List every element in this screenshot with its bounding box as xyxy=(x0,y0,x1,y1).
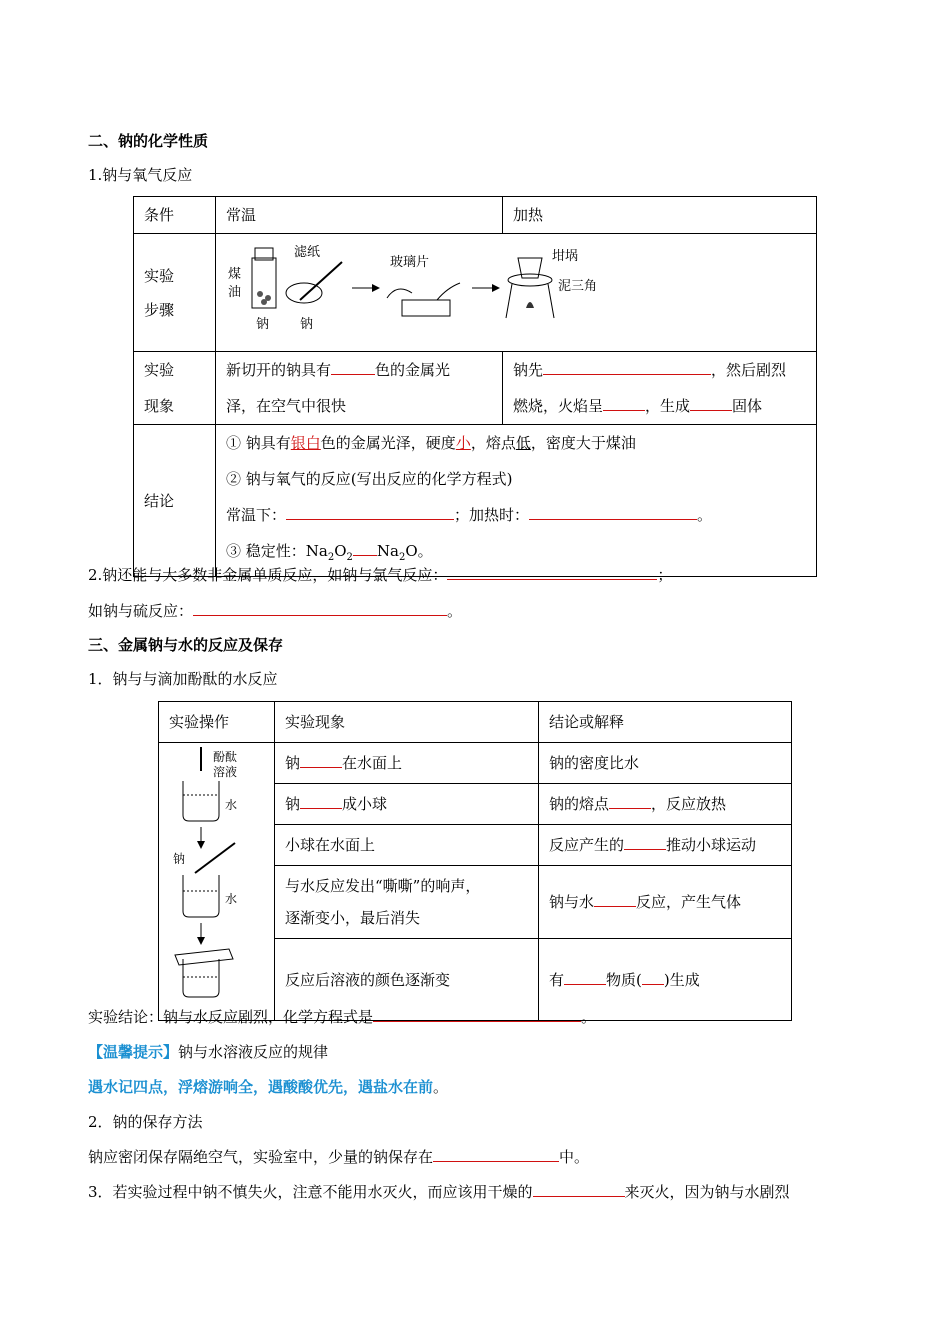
r5-text-b: 有 xyxy=(549,970,565,989)
header-condition: 条件 xyxy=(134,197,216,234)
fig-label-water-1: 水 xyxy=(225,798,238,812)
fig-label-glass: 玻璃片 xyxy=(390,255,430,270)
fig-label-triangle: 泥三角 xyxy=(558,279,598,294)
beaker-icon-1 xyxy=(183,781,219,821)
knife-icon xyxy=(300,262,342,300)
fig-label-phenol-2: 溶液 xyxy=(213,765,238,779)
row3-concl xyxy=(539,825,792,866)
arrow-icon xyxy=(372,284,380,292)
sodium-oxygen-table xyxy=(133,196,817,577)
steps-label-1: 实验 xyxy=(144,266,175,285)
phen-heat-text-5: 固体 xyxy=(732,397,763,415)
r4-text-b: 逐渐变小，最后消失 xyxy=(285,909,421,927)
storage-line xyxy=(88,1146,589,1168)
phen-room-cell xyxy=(216,352,503,425)
row4-concl xyxy=(539,866,792,939)
row4-phen xyxy=(275,866,539,939)
blank-melt[interactable] xyxy=(543,359,711,375)
r5-text-d: )生成 xyxy=(663,970,700,989)
blank-storage[interactable] xyxy=(433,1146,559,1162)
steps-figure-cell xyxy=(216,234,817,352)
concl-4-sub3: 2 xyxy=(398,552,406,563)
phen-room-text-2: 色的金属光 xyxy=(375,361,451,379)
phen-heat-text-3: 燃烧，火焰呈 xyxy=(513,397,604,415)
header-conclusion: 结论或解释 xyxy=(539,702,792,743)
phen-heat-text-4: ，生成 xyxy=(645,397,691,415)
blank-melting-point[interactable] xyxy=(609,793,651,809)
row-phen-label xyxy=(134,352,216,425)
item3-text: 如钠与硫反应： xyxy=(88,602,194,620)
concl-small: 小 xyxy=(455,434,471,452)
row2-phen xyxy=(275,784,539,825)
section2-item1: 1.钠与氧气反应 xyxy=(88,166,193,184)
blank-water-eq[interactable] xyxy=(373,1006,581,1022)
hint-body: 遇水记四点，浮熔游响全，遇酸酸优先，遇盐水在前 xyxy=(88,1078,434,1096)
beaker-icon-3 xyxy=(183,959,219,997)
row2-concl xyxy=(539,784,792,825)
r3-text-c: 推动小球运动 xyxy=(666,836,757,854)
arrow-icon-2 xyxy=(492,284,500,292)
hint-body-line xyxy=(88,1076,448,1098)
hint-end: 。 xyxy=(433,1078,449,1096)
concl-3a: 常温下： xyxy=(226,506,287,524)
tripod-icon xyxy=(506,284,512,318)
phen-label-1: 实验 xyxy=(144,361,175,379)
down-arrow-icon-2 xyxy=(197,937,205,945)
concl-2: ② 钠与氧气的反应(写出反应的化学方程式) xyxy=(226,470,513,488)
storage-text: 钠应密闭保存隔绝空气，实验室中，少量的钠保存在 xyxy=(88,1148,434,1166)
section3-conclusion xyxy=(88,1006,596,1028)
item3-end: 。 xyxy=(447,602,463,620)
phen-heat-cell xyxy=(503,352,817,425)
fig-label-kerosene-2: 油 xyxy=(228,285,242,300)
sodium-oxygen-figure xyxy=(222,238,602,334)
header-operation: 实验操作 xyxy=(159,702,275,743)
concl-1c: ，熔点 xyxy=(470,434,516,452)
crucible-icon xyxy=(518,258,542,278)
concl-silver: 银白 xyxy=(290,434,321,452)
fig-label-na-2: 钠 xyxy=(300,317,314,332)
section2-item2 xyxy=(88,564,672,586)
section2-item3 xyxy=(88,600,462,622)
section3-item3 xyxy=(88,1181,790,1203)
glass-plate-icon xyxy=(402,300,450,316)
header-phenomenon: 实验现象 xyxy=(275,702,539,743)
sodium-water-figure xyxy=(163,745,269,1003)
r4-text-a: 与水反应发出“嘶嘶”的响声， xyxy=(285,877,481,895)
r4-text-d: 反应，产生气体 xyxy=(636,893,742,911)
section3-item2: 2．钠的保存方法 xyxy=(88,1113,203,1131)
fig-label-na: 钠 xyxy=(173,852,186,866)
concl-low: 低 xyxy=(515,434,531,452)
concl-end: 。 xyxy=(581,1008,597,1026)
concl-4d: O。 xyxy=(405,542,433,560)
fig-label-phenol-1: 酚酞 xyxy=(213,750,238,764)
concl-1b: 色的金属光泽，硬度 xyxy=(320,434,456,452)
sodium-water-table xyxy=(158,701,792,1021)
blank-formula[interactable] xyxy=(642,969,664,985)
r2-text-b: 成小球 xyxy=(342,795,388,813)
r2-text-c: 钠的熔点 xyxy=(549,795,610,813)
blank-extinguish[interactable] xyxy=(533,1181,625,1197)
blank-compare[interactable] xyxy=(353,540,377,556)
blank-eq-heat[interactable] xyxy=(529,504,697,520)
blank-eq-room[interactable] xyxy=(286,504,454,520)
operation-figure-cell xyxy=(159,743,275,1021)
r1-text-b: 在水面上 xyxy=(342,754,403,772)
blank-react[interactable] xyxy=(594,891,636,907)
fire-text-end: 来灭火，因为钠与水剧烈 xyxy=(624,1183,790,1201)
fig-label-filter: 滤纸 xyxy=(294,245,321,260)
blank-sulfur[interactable] xyxy=(193,600,447,616)
section2-heading: 二、钠的化学性质 xyxy=(88,132,209,150)
item2-text: 2.钠还能与大多数非金属单质反应，如钠与氯气反应： xyxy=(88,566,448,584)
section3-item1: 1．钠与与滴加酚酞的水反应 xyxy=(88,670,278,688)
r4-text-c: 钠与水 xyxy=(549,893,595,911)
glass-cover-icon xyxy=(175,949,233,965)
blank-gas[interactable] xyxy=(624,834,666,850)
header-heating: 加热 xyxy=(503,197,817,234)
r5-text-c: 物质( xyxy=(606,970,642,989)
storage-end: 中。 xyxy=(559,1148,590,1166)
concl-4-sub2: 2 xyxy=(346,552,353,563)
down-arrow-icon xyxy=(197,841,205,849)
concl-1a: ① 钠具有 xyxy=(226,434,291,452)
blank-chlorine[interactable] xyxy=(447,564,657,580)
blank-product[interactable] xyxy=(690,395,732,411)
fig-label-crucible: 坩埚 xyxy=(552,249,579,264)
blank-float[interactable] xyxy=(300,752,342,768)
r5-text-a: 反应后溶液的颜色逐渐变 xyxy=(285,970,451,989)
blank-substance[interactable] xyxy=(564,969,606,985)
concl-text: 实验结论：钠与水反应剧烈，化学方程式是 xyxy=(88,1008,374,1026)
hint-tag: 【温馨提示】 xyxy=(88,1043,179,1061)
phen-label-2: 现象 xyxy=(144,397,175,415)
row1-concl: 钠的密度比水 xyxy=(539,743,792,784)
hint-title: 钠与水溶液反应的规律 xyxy=(178,1043,329,1061)
hint-line xyxy=(88,1041,328,1063)
beaker-icon-2 xyxy=(183,875,219,917)
blank-melt-ball[interactable] xyxy=(300,793,342,809)
concl-4b: O xyxy=(334,542,347,560)
steps-label-2: 步骤 xyxy=(144,300,175,319)
concl-1d: ，密度大于煤油 xyxy=(530,434,636,452)
r1-text-a: 钠 xyxy=(285,754,301,772)
r3-text-b: 反应产生的 xyxy=(549,836,625,854)
fig-label-kerosene-1: 煤 xyxy=(228,267,242,282)
concl-cell xyxy=(216,425,817,577)
fire-text: 3．若实验过程中钠不慎失火，注意不能用水灭火，而应该用干燥的 xyxy=(88,1183,533,1201)
row-concl-label: 结论 xyxy=(134,425,216,577)
header-room-temp: 常温 xyxy=(216,197,503,234)
fig-label-na-1: 钠 xyxy=(256,317,270,332)
fig-label-water-2: 水 xyxy=(225,892,238,906)
blank-flame[interactable] xyxy=(603,395,645,411)
phen-room-text-3: 泽，在空气中很快 xyxy=(226,397,347,415)
concl-4c: Na xyxy=(376,542,399,560)
blank-color[interactable] xyxy=(331,359,375,375)
phen-heat-text-2: ，然后剧烈 xyxy=(711,361,787,379)
r3-text-a: 小球在水面上 xyxy=(285,836,376,854)
r2-text-d: ，反应放热 xyxy=(651,795,727,813)
phen-room-text-1: 新切开的钠具有 xyxy=(226,361,332,379)
concl-3c: 。 xyxy=(697,506,713,524)
concl-4a: ③ 稳定性：Na xyxy=(226,542,328,560)
item2-end: ； xyxy=(657,566,673,584)
row-steps-label xyxy=(134,234,216,352)
section3-heading: 三、金属钠与水的反应及保存 xyxy=(88,636,284,654)
r2-text-a: 钠 xyxy=(285,795,301,813)
row3-phen xyxy=(275,825,539,866)
concl-4-sub1: 2 xyxy=(327,552,335,563)
concl-3b: ；加热时： xyxy=(454,506,530,524)
phen-heat-text-1: 钠先 xyxy=(513,361,544,379)
row1-phen xyxy=(275,743,539,784)
